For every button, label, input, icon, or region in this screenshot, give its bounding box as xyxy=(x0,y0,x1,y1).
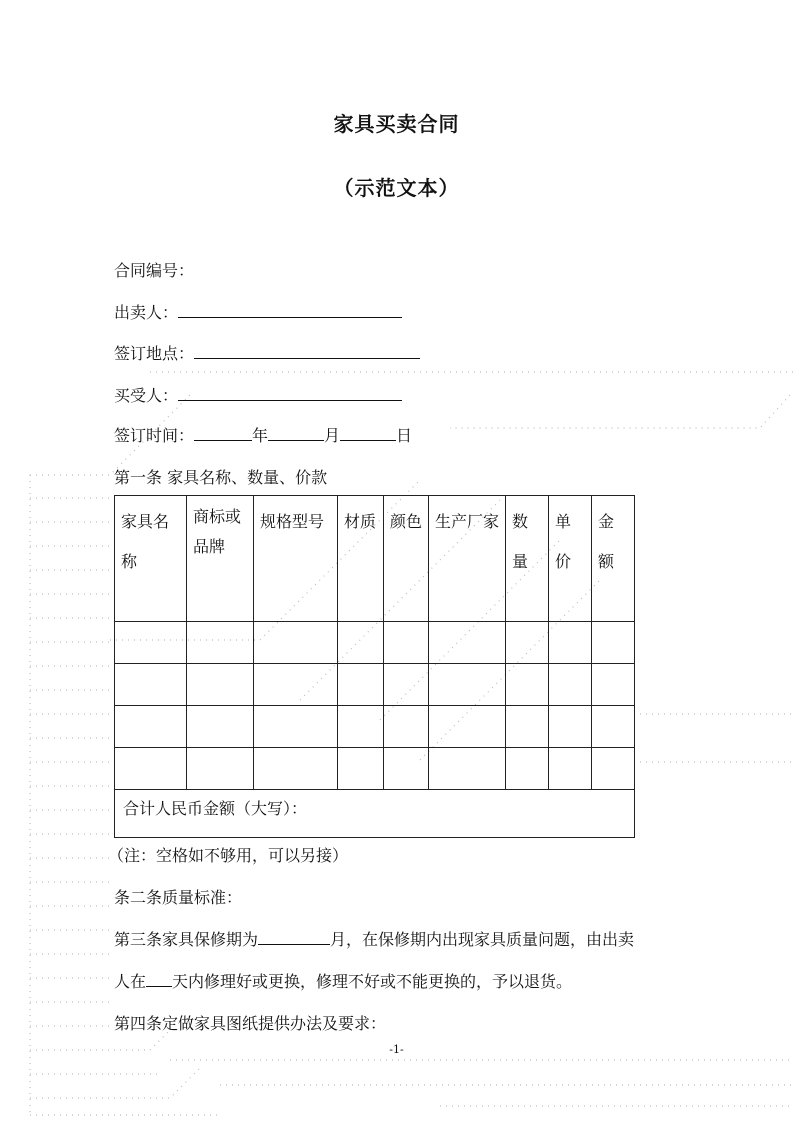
table-cell[interactable] xyxy=(549,748,592,790)
column-header: 单价 xyxy=(549,496,592,622)
contract-number-field xyxy=(114,258,194,281)
table-row xyxy=(115,664,635,706)
seller-label: 出卖人： xyxy=(114,303,179,322)
day-label: 日 xyxy=(396,426,413,445)
seller-blank[interactable] xyxy=(178,303,402,318)
total-amount-cell[interactable] xyxy=(115,790,635,838)
article3-part3: 人在 xyxy=(114,972,147,991)
month-label: 月 xyxy=(324,426,341,445)
warranty-months-blank[interactable] xyxy=(258,930,330,945)
article3-part1: 第三条家具保修期为 xyxy=(114,930,259,949)
article3-line1 xyxy=(114,927,634,950)
column-header: 数量 xyxy=(506,496,549,622)
table-cell[interactable] xyxy=(115,664,187,706)
day-blank[interactable] xyxy=(340,426,396,441)
column-header: 金额 xyxy=(592,496,635,622)
table-cell[interactable] xyxy=(254,748,338,790)
document-subtitle: （示范文本） xyxy=(333,176,460,200)
column-header: 颜色 xyxy=(384,496,429,622)
year-label: 年 xyxy=(252,426,269,445)
signing-place-label: 签订地点： xyxy=(114,344,195,363)
table-cell[interactable] xyxy=(506,706,549,748)
column-header: 家具名称 xyxy=(115,496,187,622)
seller-field xyxy=(114,300,402,323)
table-cell[interactable] xyxy=(506,664,549,706)
signing-time-label: 签订时间： xyxy=(114,426,195,445)
signing-place-field xyxy=(114,341,420,364)
furniture-items-table xyxy=(114,495,635,838)
table-total-row xyxy=(115,790,635,838)
table-cell[interactable] xyxy=(115,706,187,748)
table-cell[interactable] xyxy=(254,622,338,664)
table-cell[interactable] xyxy=(338,664,384,706)
repair-days-blank[interactable] xyxy=(146,972,172,987)
article3-part4: 天内修理好或更换，修理不好或不能更换的，予以退货。 xyxy=(172,972,573,991)
table-cell[interactable] xyxy=(338,706,384,748)
table-cell[interactable] xyxy=(506,748,549,790)
page-number: -1- xyxy=(389,1043,404,1056)
column-header: 商标或品牌 xyxy=(187,496,254,622)
table-cell[interactable] xyxy=(338,622,384,664)
table-cell[interactable] xyxy=(549,622,592,664)
signing-time-field xyxy=(114,423,412,446)
buyer-field xyxy=(114,383,402,406)
table-row xyxy=(115,748,635,790)
table-cell[interactable] xyxy=(384,622,429,664)
buyer-blank[interactable] xyxy=(178,386,402,401)
month-blank[interactable] xyxy=(268,426,324,441)
article3-line2 xyxy=(114,969,572,992)
signing-place-blank[interactable] xyxy=(194,344,420,359)
table-cell[interactable] xyxy=(429,748,506,790)
table-cell[interactable] xyxy=(506,622,549,664)
year-blank[interactable] xyxy=(194,426,252,441)
table-cell[interactable] xyxy=(592,748,635,790)
table-cell[interactable] xyxy=(429,664,506,706)
table-cell[interactable] xyxy=(338,748,384,790)
contract-number-label: 合同编号： xyxy=(114,261,195,280)
table-row xyxy=(115,706,635,748)
table-header-row xyxy=(115,496,635,622)
table-cell[interactable] xyxy=(187,664,254,706)
table-cell[interactable] xyxy=(384,706,429,748)
table-cell[interactable] xyxy=(592,622,635,664)
table-cell[interactable] xyxy=(187,748,254,790)
column-header: 规格型号 xyxy=(254,496,338,622)
table-cell[interactable] xyxy=(187,622,254,664)
table-note: （注：空格如不够用，可以另接） xyxy=(108,846,349,865)
total-amount-label: 合计人民币金额（大写）： xyxy=(123,799,308,818)
article2-text: 条二条质量标准： xyxy=(114,888,243,907)
table-cell[interactable] xyxy=(384,664,429,706)
table-row xyxy=(115,622,635,664)
table-cell[interactable] xyxy=(549,706,592,748)
table-cell[interactable] xyxy=(429,622,506,664)
column-header: 生产厂家 xyxy=(429,496,506,622)
table-cell[interactable] xyxy=(592,664,635,706)
table-cell[interactable] xyxy=(115,748,187,790)
article1-heading: 第一条 家具名称、数量、价款 xyxy=(114,468,328,487)
article4-text: 第四条定做家具图纸提供办法及要求： xyxy=(114,1014,387,1033)
table-cell[interactable] xyxy=(549,664,592,706)
table-cell[interactable] xyxy=(429,706,506,748)
table-cell[interactable] xyxy=(384,748,429,790)
document-title: 家具买卖合同 xyxy=(333,112,460,136)
article3-part2: 月，在保修期内出现家具质量问题，由出卖 xyxy=(330,930,635,949)
table-cell[interactable] xyxy=(592,706,635,748)
buyer-label: 买受人： xyxy=(114,386,179,405)
table-cell[interactable] xyxy=(115,622,187,664)
table-cell[interactable] xyxy=(254,664,338,706)
table-cell[interactable] xyxy=(187,706,254,748)
table-cell[interactable] xyxy=(254,706,338,748)
column-header: 材质 xyxy=(338,496,384,622)
